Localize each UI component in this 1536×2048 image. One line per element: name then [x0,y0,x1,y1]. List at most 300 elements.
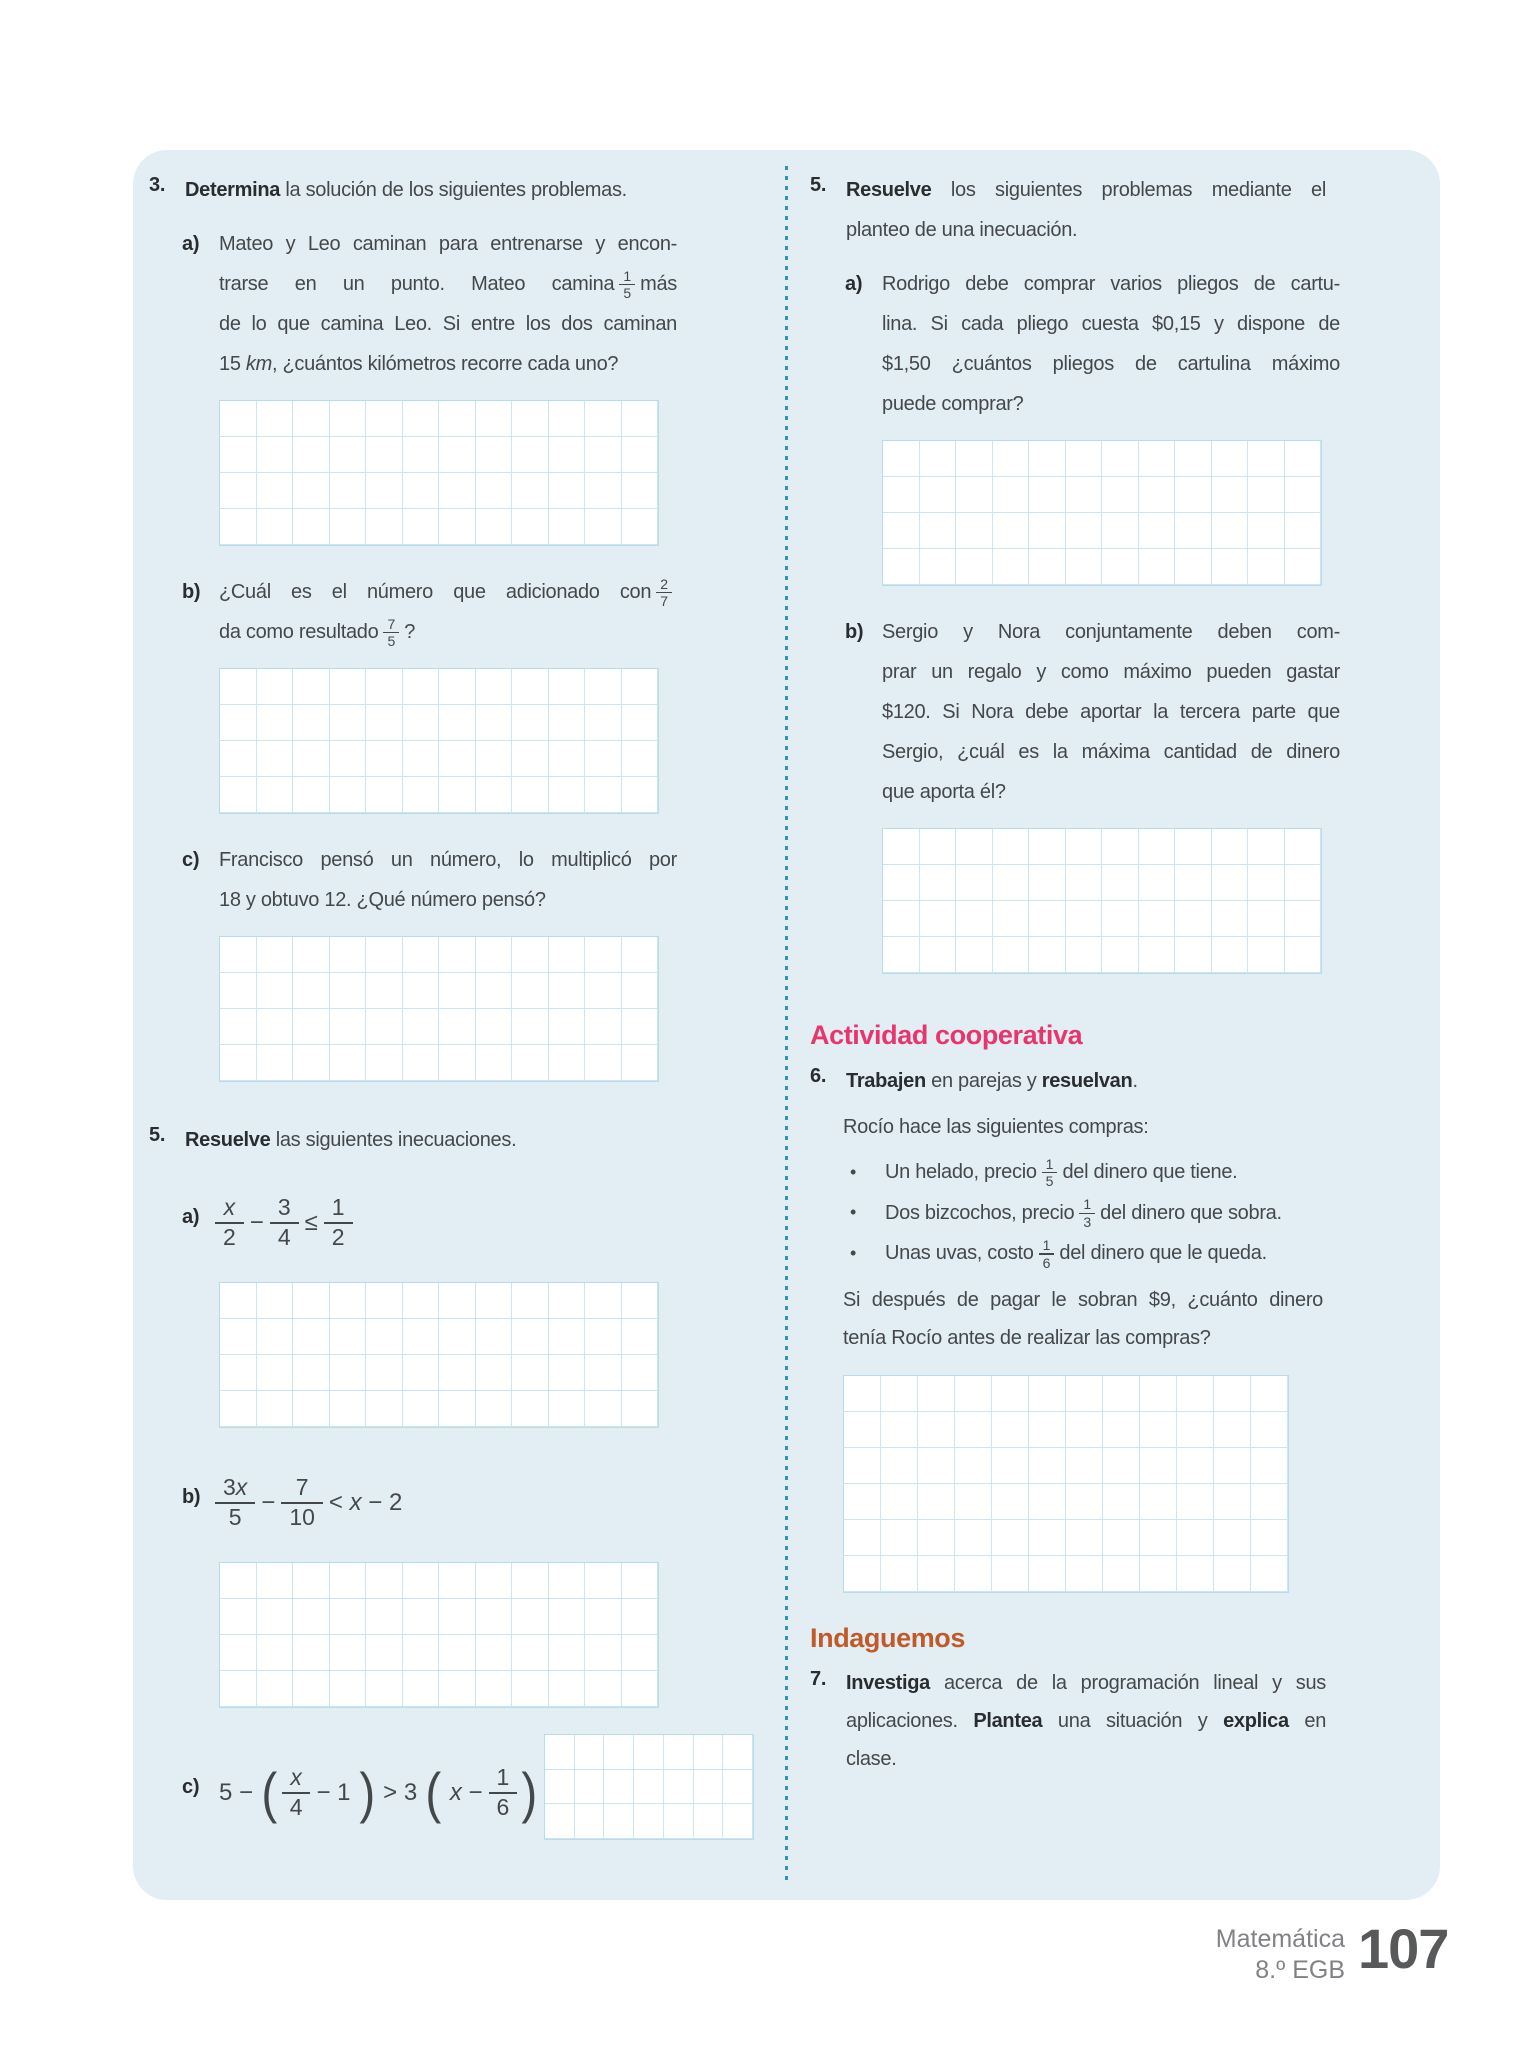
page-number: 107 [1358,1917,1449,1980]
fraction: x 2 [219,1194,240,1251]
grid-cell [844,1556,881,1592]
grid-cell [585,401,622,437]
item-label: a) [182,233,200,255]
grid-cell [476,1635,513,1671]
answer-grid [219,1562,659,1708]
grid-cell [220,1391,257,1427]
grid-cell [512,401,549,437]
grid-cell [1251,1448,1288,1484]
grid-cell [1139,937,1176,973]
grid-cell [1251,1412,1288,1448]
answer-grid [843,1375,1289,1593]
grid-cell [403,473,440,509]
big-parenthesis: ( [261,1761,278,1824]
cooperative-activity-heading: Actividad cooperativa [810,1020,1083,1050]
grid-cell [920,901,957,937]
grid-cell [476,437,513,473]
grid-cell [920,829,957,865]
grid-cell [220,777,257,813]
grid-cell [366,777,403,813]
grid-cell [1175,865,1212,901]
grid-cell [476,1671,513,1707]
item-text [882,264,1340,424]
grid-cell [257,973,294,1009]
grid-cell [549,1319,586,1355]
exercise-5b-right [845,612,1436,1014]
grid-cell [1285,513,1322,549]
grid-cell [1140,1376,1177,1412]
grid-cell [1214,1412,1251,1448]
grid-cell [512,705,549,741]
grid-cell [883,865,920,901]
grid-cell [366,973,403,1009]
exercise-instruction: Resuelve las siguientes inecuaciones. [185,1129,517,1151]
grid-cell [1177,1556,1214,1592]
grid-cell [476,1563,513,1599]
grid-cell [920,477,957,513]
grid-cell [366,1391,403,1427]
inequality-expression: x 2 − 3 4 ≤ 1 2 [219,1180,677,1266]
grid-cell [220,1671,257,1707]
fraction: $\frac{1}{5}$ [621,268,633,302]
grid-cell [403,1045,440,1081]
grid-cell [993,477,1030,513]
grid-cell [330,1283,367,1319]
grid-cell [664,1804,694,1839]
indaguemos-heading: Indaguemos [810,1622,966,1653]
grid-cell [585,1635,622,1671]
grid-cell [1175,549,1212,585]
grid-cell [257,1045,294,1081]
grid-cell [622,1563,659,1599]
grid-cell [622,509,659,545]
grid-cell [920,441,957,477]
grid-cell [512,741,549,777]
grid-cell [476,509,513,545]
grid-cell [955,1556,992,1592]
grid-cell [476,1319,513,1355]
grid-cell [293,669,330,705]
grid-cell [366,473,403,509]
grid-cell [366,1355,403,1391]
grid-cell [1177,1412,1214,1448]
grid-cell [330,669,367,705]
grid-cell [585,705,622,741]
grid-cell [293,1671,330,1707]
grid-cell [549,509,586,545]
right-column [810,168,1436,1792]
grid-cell [439,1671,476,1707]
text-line: trarse en un punto. Mateo camina $\frac{1}{5}$ más [219,267,677,302]
grid-cell [1177,1448,1214,1484]
grid-cell [1066,513,1103,549]
text-line: tenía Rocío antes de realizar las compras? [843,1326,1211,1349]
grid-cell [664,1735,694,1770]
grid-cell [403,937,440,973]
grid-cell [918,1520,955,1556]
grid-cell [956,937,993,973]
grid-cell [1103,1412,1140,1448]
grid-cell [1066,1376,1103,1412]
grid-cell [622,1599,659,1635]
grid-cell [403,1009,440,1045]
grid-cell [512,509,549,545]
grid-cell [1066,937,1103,973]
grid-cell [403,509,440,545]
grid-cell [257,1599,294,1635]
grid-cell [512,973,549,1009]
grid-cell [1285,865,1322,901]
grid-cell [330,1319,367,1355]
exercise-5c-left [182,1734,781,1856]
grid-cell [512,473,549,509]
grid-cell [330,1355,367,1391]
grid-cell [220,1355,257,1391]
grid-cell [512,1391,549,1427]
grid-cell [956,441,993,477]
grid-cell [918,1412,955,1448]
exercise-5b-left [182,1454,781,1734]
grid-cell [403,669,440,705]
grid-cell [257,437,294,473]
grid-cell [992,1484,1029,1520]
grid-cell [512,1635,549,1671]
grid-cell [549,1283,586,1319]
grid-cell [1212,901,1249,937]
grid-cell [622,1355,659,1391]
fraction: 1 6 [493,1764,514,1821]
grid-cell [1066,1412,1103,1448]
item-label: b) [845,621,864,643]
grid-cell [723,1735,753,1770]
grid-cell [403,437,440,473]
grid-cell [1285,441,1322,477]
grid-cell [293,1045,330,1081]
grid-cell [993,937,1030,973]
grid-cell [1139,477,1176,513]
grid-cell [585,1671,622,1707]
inequality-expression: 5 − ( x 4 − 1 ) > 3 ( x − 1 6 ) [219,1761,538,1824]
answer-grid [882,828,1322,974]
item-text [219,224,677,384]
grid-cell [1175,513,1212,549]
exercise-6-heading [810,1061,1436,1101]
big-parenthesis: ) [521,1761,538,1824]
grid-cell [883,937,920,973]
grid-cell [220,1319,257,1355]
grid-cell [476,777,513,813]
grid-cell [918,1556,955,1592]
grid-cell [622,973,659,1009]
grid-cell [439,777,476,813]
text-line: Rodrigo debe comprar varios pliegos de cartu- [882,273,1340,295]
grid-cell [1139,441,1176,477]
exercise-3c [182,840,781,1118]
grid-cell [476,741,513,777]
grid-cell [992,1376,1029,1412]
grid-cell [549,1045,586,1081]
item-text [219,572,677,652]
grid-cell [1102,477,1139,513]
grid-cell [1029,477,1066,513]
grid-cell [403,1283,440,1319]
grid-cell [512,937,549,973]
grid-cell [1175,937,1212,973]
grid-cell [1248,829,1285,865]
grid-cell [220,741,257,777]
grid-cell [403,1635,440,1671]
fraction: $\frac{2}{7}$ [658,576,670,610]
grid-cell [1175,477,1212,513]
text-line: ¿Cuál es el número que adicionado con $\frac{2}{7}$ [219,572,677,612]
grid-cell [844,1412,881,1448]
grid-cell [585,669,622,705]
grid-cell [549,1009,586,1045]
grid-cell [1251,1520,1288,1556]
grid-cell [330,937,367,973]
grid-cell [330,437,367,473]
grid-cell [366,1045,403,1081]
grid-cell [1285,901,1322,937]
grid-cell [844,1484,881,1520]
text-line: Si después de pagar le sobran $9, ¿cuánto dinero [843,1288,1323,1311]
grid-cell [918,1376,955,1412]
grid-cell [330,1563,367,1599]
grid-cell [1248,549,1285,585]
grid-cell [1139,865,1176,901]
grid-cell [604,1735,634,1770]
grid-cell [549,1671,586,1707]
grid-cell [1029,1448,1066,1484]
grid-cell [1102,937,1139,973]
grid-cell [366,705,403,741]
grid-cell [403,1355,440,1391]
grid-cell [585,741,622,777]
grid-cell [622,401,659,437]
grid-cell [723,1770,753,1805]
fraction: $\frac{1}{5}$ [1044,1156,1056,1190]
grid-cell [1029,1520,1066,1556]
grid-cell [955,1448,992,1484]
footer-subject-grade [1216,1924,1345,1986]
grid-cell [993,829,1030,865]
grid-cell [220,473,257,509]
grid-cell [439,973,476,1009]
fraction: $\frac{7}{5}$ [385,616,397,650]
grid-cell [622,1283,659,1319]
grid-cell [1175,829,1212,865]
exercise-3a [182,224,781,572]
grid-cell [955,1412,992,1448]
grid-cell [1066,901,1103,937]
grid-cell [575,1804,605,1839]
grid-cell [993,549,1030,585]
grid-cell [403,1319,440,1355]
grid-cell [512,1671,549,1707]
grid-cell [1029,829,1066,865]
grid-cell [1029,937,1066,973]
grid-cell [585,777,622,813]
grid-cell [220,437,257,473]
grid-cell [883,513,920,549]
text-line: Investiga acerca de la programación lineal y sus [846,1671,1326,1694]
grid-cell [220,669,257,705]
grid-cell [1248,901,1285,937]
grid-cell [1285,937,1322,973]
grid-cell [1175,901,1212,937]
grid-cell [366,1319,403,1355]
text-line: de lo que camina Leo. Si entre los dos caminan [219,313,677,335]
grid-cell [1212,937,1249,973]
grid-cell [604,1804,634,1839]
grid-cell [293,1563,330,1599]
grid-cell [366,741,403,777]
fraction: x 4 [286,1764,307,1821]
grid-cell [512,777,549,813]
grid-cell [920,865,957,901]
grid-cell [549,973,586,1009]
fraction: 3x 5 [219,1474,251,1531]
inequality-expression: 3x 5 − 7 10 < x − 2 [219,1460,677,1546]
text-line: Mateo y Leo caminan para entrenarse y encon- [219,233,677,255]
text-line: que aporta él? [882,781,1006,803]
grid-cell [549,1391,586,1427]
grid-cell [403,973,440,1009]
grid-cell [1029,901,1066,937]
grid-cell [1066,1448,1103,1484]
fraction: 3 4 [274,1194,295,1251]
grid-cell [220,401,257,437]
grid-cell [330,1599,367,1635]
grid-cell [220,509,257,545]
grid-cell [366,509,403,545]
bullet-text: Unas uvas, costo $\frac{1}{6}$ del dinero que le queda. [885,1237,1267,1271]
grid-cell [881,1376,918,1412]
grid-cell [585,937,622,973]
grid-cell [476,1391,513,1427]
text-line: 15 km, ¿cuántos kilómetros recorre cada uno? [219,353,619,375]
grid-cell [549,741,586,777]
grid-cell [1248,865,1285,901]
grid-cell [844,1448,881,1484]
grid-cell [330,705,367,741]
grid-cell [439,401,476,437]
footer-grade: 8.º EGB [1255,1956,1345,1984]
grid-cell [366,437,403,473]
exercise-number: 7. [810,1667,827,1690]
grid-cell [622,705,659,741]
grid-cell [293,1635,330,1671]
grid-cell [992,1556,1029,1592]
grid-cell [257,669,294,705]
grid-cell [1214,1520,1251,1556]
grid-cell [1212,865,1249,901]
grid-cell [293,1391,330,1427]
exercise-7-heading [810,1664,1436,1778]
answer-grid [544,1734,754,1840]
grid-cell [439,669,476,705]
exercise-5a-left [182,1174,781,1454]
grid-cell [293,401,330,437]
grid-cell [257,401,294,437]
answer-grid [219,400,659,546]
grid-cell [956,477,993,513]
item-label: a) [845,273,863,295]
grid-cell [439,937,476,973]
grid-cell [1029,549,1066,585]
exercise-5-right-heading [810,170,1436,250]
grid-cell [366,937,403,973]
grid-cell [585,1563,622,1599]
grid-cell [622,937,659,973]
grid-cell [1214,1556,1251,1592]
grid-cell [549,1355,586,1391]
grid-cell [575,1770,605,1805]
grid-cell [1029,1556,1066,1592]
exercise-3b [182,572,781,840]
grid-cell [585,1599,622,1635]
grid-cell [622,669,659,705]
grid-cell [844,1520,881,1556]
grid-cell [549,1563,586,1599]
grid-cell [1248,441,1285,477]
grid-cell [723,1804,753,1839]
grid-cell [549,473,586,509]
grid-cell [366,1599,403,1635]
text-line: lina. Si cada pliego cuesta $0,15 y dispone de [882,313,1340,335]
grid-cell [257,1009,294,1045]
grid-cell [585,437,622,473]
item-label: a) [182,1206,200,1228]
grid-cell [293,1599,330,1635]
grid-cell [1139,901,1176,937]
grid-cell [257,1671,294,1707]
text-line: Sergio, ¿cuál es la máxima cantidad de dinero [882,741,1340,763]
grid-cell [257,473,294,509]
footer-subject: Matemática [1215,1925,1345,1953]
answer-grid [219,1282,659,1428]
grid-cell [512,1283,549,1319]
fraction: 1 2 [328,1194,349,1251]
grid-cell [956,829,993,865]
grid-cell [1140,1520,1177,1556]
fraction: $\frac{1}{6}$ [1041,1237,1053,1271]
grid-cell [439,473,476,509]
grid-cell [439,1599,476,1635]
grid-cell [293,937,330,973]
content-panel [133,150,1440,1900]
grid-cell [220,1009,257,1045]
exercise-instruction: Trabajen en parejas y resuelvan. [846,1070,1138,1092]
grid-cell [293,973,330,1009]
text-line: clase. [846,1747,897,1770]
grid-cell [257,509,294,545]
grid-cell [1102,513,1139,549]
grid-cell [293,1355,330,1391]
item-label: b) [182,581,201,603]
grid-cell [1029,1412,1066,1448]
grid-cell [512,1009,549,1045]
grid-cell [545,1804,575,1839]
grid-cell [366,1283,403,1319]
grid-cell [664,1770,694,1805]
grid-cell [956,901,993,937]
text-line: Sergio y Nora conjuntamente deben com- [882,621,1340,643]
exercise-number: 5. [149,1124,166,1146]
grid-cell [955,1520,992,1556]
grid-cell [476,1355,513,1391]
grid-cell [881,1520,918,1556]
